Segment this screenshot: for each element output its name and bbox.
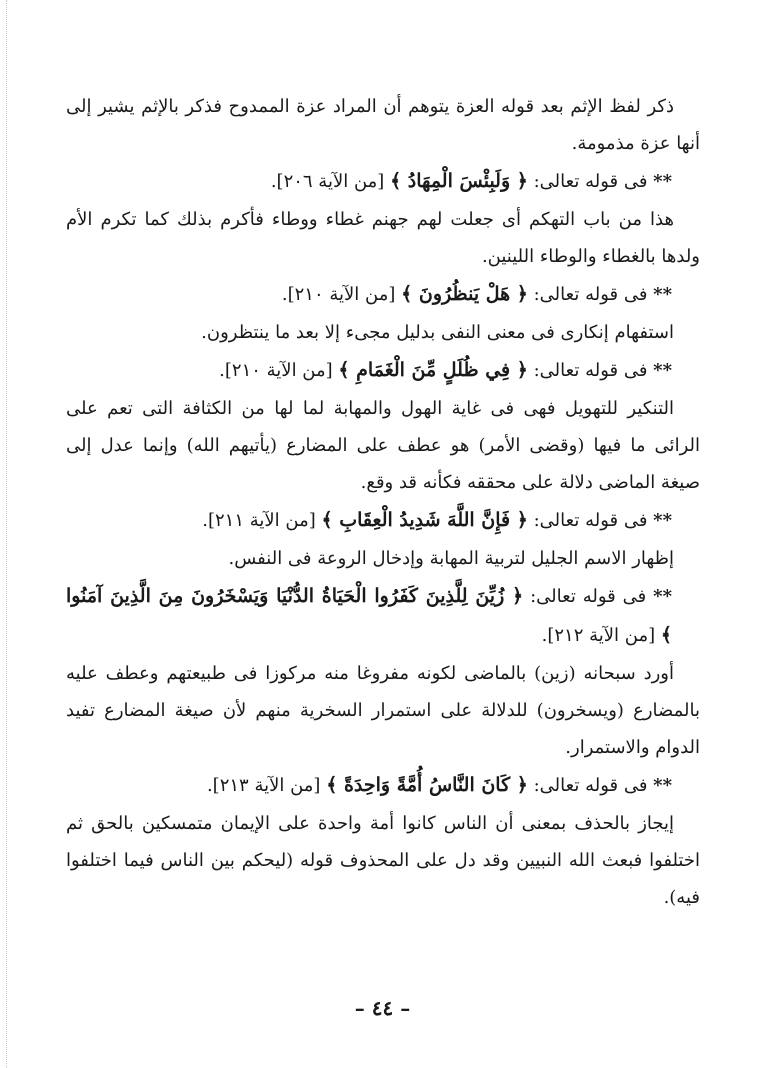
verse-line-206 xyxy=(66,162,700,201)
paragraph-4: التنكير للتهويل فهى فى غاية الهول والمهابة لما لها من الكثافة التى تعم على الرائى ما فيها (وقضى الأمر) هو عطف على المضارع (يأتيهم الله) وإنما عدل إلى صيغة الماضى دلالة على محققه فكأنه قد وقع. xyxy=(66,398,700,493)
verse-quote: ﴿ كَانَ النَّاسُ أُمَّةً وَاحِدَةً ﴾ xyxy=(326,774,528,796)
verse-reference: [من الآية ٢١٢]. xyxy=(541,625,656,646)
verse-quote: ﴿ وَلَبِئْسَ الْمِهَادُ ﴾ xyxy=(390,170,528,192)
verse-lead: فى قوله تعالى: xyxy=(527,360,648,381)
page-edge-dotted-line xyxy=(6,0,9,1068)
page-number: – ٤٤ – xyxy=(354,996,411,1020)
verse-lead: فى قوله تعالى: xyxy=(527,510,648,531)
verse-quote: ﴿ فَإِنَّ اللَّهَ شَدِيدُ الْعِقَابِ ﴾ xyxy=(321,509,528,531)
verse-line-210b xyxy=(66,351,700,390)
verse-marker: ** xyxy=(653,586,672,607)
verse-quote: ﴿ زُيِّنَ لِلَّذِينَ كَفَرُوا الْحَيَاةُ الدُّنْيَا وَيَسْخَرُونَ مِنَ الَّذِينَ آمَنُوا ﴾ xyxy=(66,585,672,646)
verse-lead: فى قوله تعالى: xyxy=(527,775,648,796)
verse-marker: ** xyxy=(653,360,672,381)
verse-quote: ﴿ هَلْ يَنظُرُونَ ﴾ xyxy=(401,283,528,305)
paragraph-7: إيجاز بالحذف بمعنى أن الناس كانوا أمة واحدة على الإيمان متمسكين بالحق ثم اختلفوا فبعث الله النبيين وقد دل على المحذوف قوله (ليحكم بين الناس فيما اختلفوا فيه). xyxy=(66,813,700,908)
paragraph-1: ذكر لفظ الإثم بعد قوله العزة يتوهم أن المراد عزة الممدوح فذكر بالإثم يشير إلى أنها عزة مذمومة. xyxy=(66,96,700,154)
paragraph-3: استفهام إنكارى فى معنى النفى بدليل مجىء إلا بعد ما ينتظرون. xyxy=(201,322,674,343)
verse-line-210a xyxy=(66,275,700,314)
verse-reference: [من الآية ٢١٣]. xyxy=(206,775,321,796)
verse-line-211 xyxy=(66,501,700,540)
verse-marker: ** xyxy=(653,171,672,192)
paragraph-6: أورد سبحانه (زين) بالماضى لكونه مفروغا منه مركوزا فى طبيعتهم وعطف عليه بالمضارع (ويسخرون) للدلالة على استمرار السخرية منهم لأن صيغة المضارع تفيد الدوام والاستمرار. xyxy=(66,663,700,758)
verse-reference: [من الآية ٢١١]. xyxy=(202,510,316,531)
verse-lead: فى قوله تعالى: xyxy=(527,171,648,192)
paragraph-2: هذا من باب التهكم أى جعلت لهم جهنم غطاء ووطاء فأكرم بذلك كما تكرم الأم ولدها بالغطاء والوطاء اللينين. xyxy=(66,209,700,267)
verse-reference: [من الآية ٢٠٦]. xyxy=(270,171,385,192)
verse-quote: ﴿ فِي ظُلَلٍ مِّنَ الْغَمَامِ ﴾ xyxy=(338,359,528,381)
verse-reference: [من الآية ٢١٠]. xyxy=(219,360,333,381)
verse-line-213 xyxy=(66,766,700,805)
verse-marker: ** xyxy=(653,510,672,531)
page-body xyxy=(66,88,700,916)
verse-marker: ** xyxy=(653,284,672,305)
verse-lead: فى قوله تعالى: xyxy=(523,586,647,607)
verse-reference: [من الآية ٢١٠]. xyxy=(281,284,396,305)
paragraph-5: إظهار الاسم الجليل لتربية المهابة وإدخال الروعة فى النفس. xyxy=(228,548,674,569)
verse-line-212 xyxy=(66,577,700,655)
verse-lead: فى قوله تعالى: xyxy=(527,284,648,305)
verse-marker: ** xyxy=(653,775,672,796)
